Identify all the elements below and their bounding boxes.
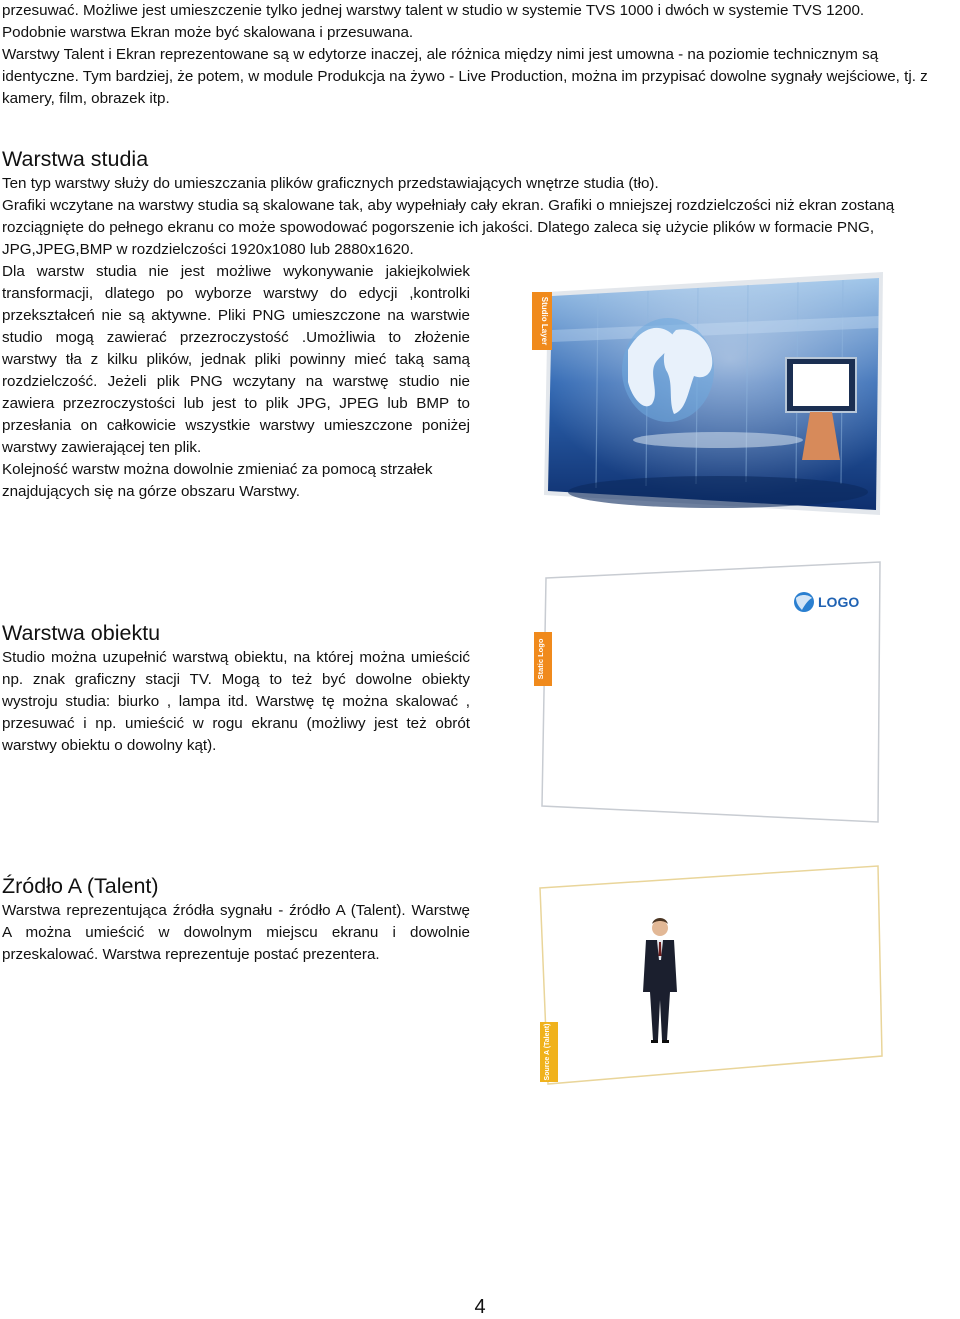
object-tag-label: Static Logo xyxy=(536,638,545,680)
logo-text: LOGO xyxy=(818,594,860,610)
intro-paragraph: Warstwy Talent i Ekran reprezentowane są w edytorze inaczej, ale różnica między nimi jest umowna - na poziomie technicznym są identyczne. Tym bardziej, że potem, w module Produkcja na żywo - Live Production, można im przypisać dowolne sygnały wejściowe, tj. z kamery, film, obrazek itp. xyxy=(2,46,928,107)
studio-layer-figure xyxy=(528,270,888,520)
studio-paragraph-3: Dla warstw studia nie jest możliwe wykonywanie jakiejkolwiek transformacji, dlatego po wyborze warstwy do edycji ,kontrolki przekształceń nie są aktywne. Pliki PNG umieszczone na warstwie studio mogą zawierać przezroczystość .Umożliwia to złożenie warstwy tła z kilku plików, jednak pliki powinny mieć taką samą rozdzielczość. Jeżeli plik PNG wczytany na warstwę studio nie zawiera przezroczystości lub jest to plik JPG, JPEG lub BMP to przesłania on całkowicie wszystkie warstwy umieszczone poniżej warstwy zawierającej ten plik. xyxy=(2,263,470,456)
static-logo-figure xyxy=(528,560,888,825)
studio-paragraph-1: Ten typ warstwy służy do umieszczania plików graficznych przedstawiających wnętrze studia (tło). xyxy=(2,175,659,192)
page-number: 4 xyxy=(474,1296,486,1318)
object-heading: Warstwa obiektu xyxy=(2,621,161,645)
object-paragraph: Studio można uzupełnić warstwą obiektu, na której można umieścić np. znak graficzny stacji TV. Mogą to też być dowolne obiekty wystroju studia: biurko , lampa itd. Warstwę tę można skalować , przesuwać i np. umieścić w rogu ekranu (możliwy jest też obrót warstwy obiektu o dowolny kąt). xyxy=(2,649,470,754)
intro-line-1: przesuwać. Możliwe jest umieszczenie tylko jednej warstwy talent w studio w systemie TVS 1000 i dwóch w systemie TVS 1200. xyxy=(2,2,865,19)
talent-paragraph: Warstwa reprezentująca źródła sygnału - źródło A (Talent). Warstwę A można umieścić w dowolnym miejscu ekranu i dowolnie przeskalować. Warstwa reprezentuje postać prezentera. xyxy=(2,902,470,963)
studio-heading: Warstwa studia xyxy=(2,147,149,171)
studio-paragraph-2: Grafiki wczytane na warstwy studia są skalowane tak, aby wypełniały cały ekran. Grafiki o mniejszej rozdzielczości niż ekran zostaną rozciągnięte do pełnego ekranu co może spowodować pogorszenie ich jakości. Dlatego zaleca się użycie plików w formacie PNG, JPG,JPEG,BMP w rozdzielczości 1920x1080 lub 2880x1620. xyxy=(2,197,895,258)
talent-figure xyxy=(536,860,886,1090)
intro-line-2: Podobnie warstwa Ekran może być skalowana i przesuwana. xyxy=(2,24,414,41)
talent-tag-label: Source A (Talent) xyxy=(544,1023,551,1081)
studio-paragraph-4: Kolejność warstw można dowolnie zmieniać za pomocą strzałek znajdujących się na górze obszaru Warstwy. xyxy=(2,461,433,500)
studio-tag-label: Studio Layer xyxy=(540,296,549,346)
talent-heading: Źródło A (Talent) xyxy=(2,874,159,898)
